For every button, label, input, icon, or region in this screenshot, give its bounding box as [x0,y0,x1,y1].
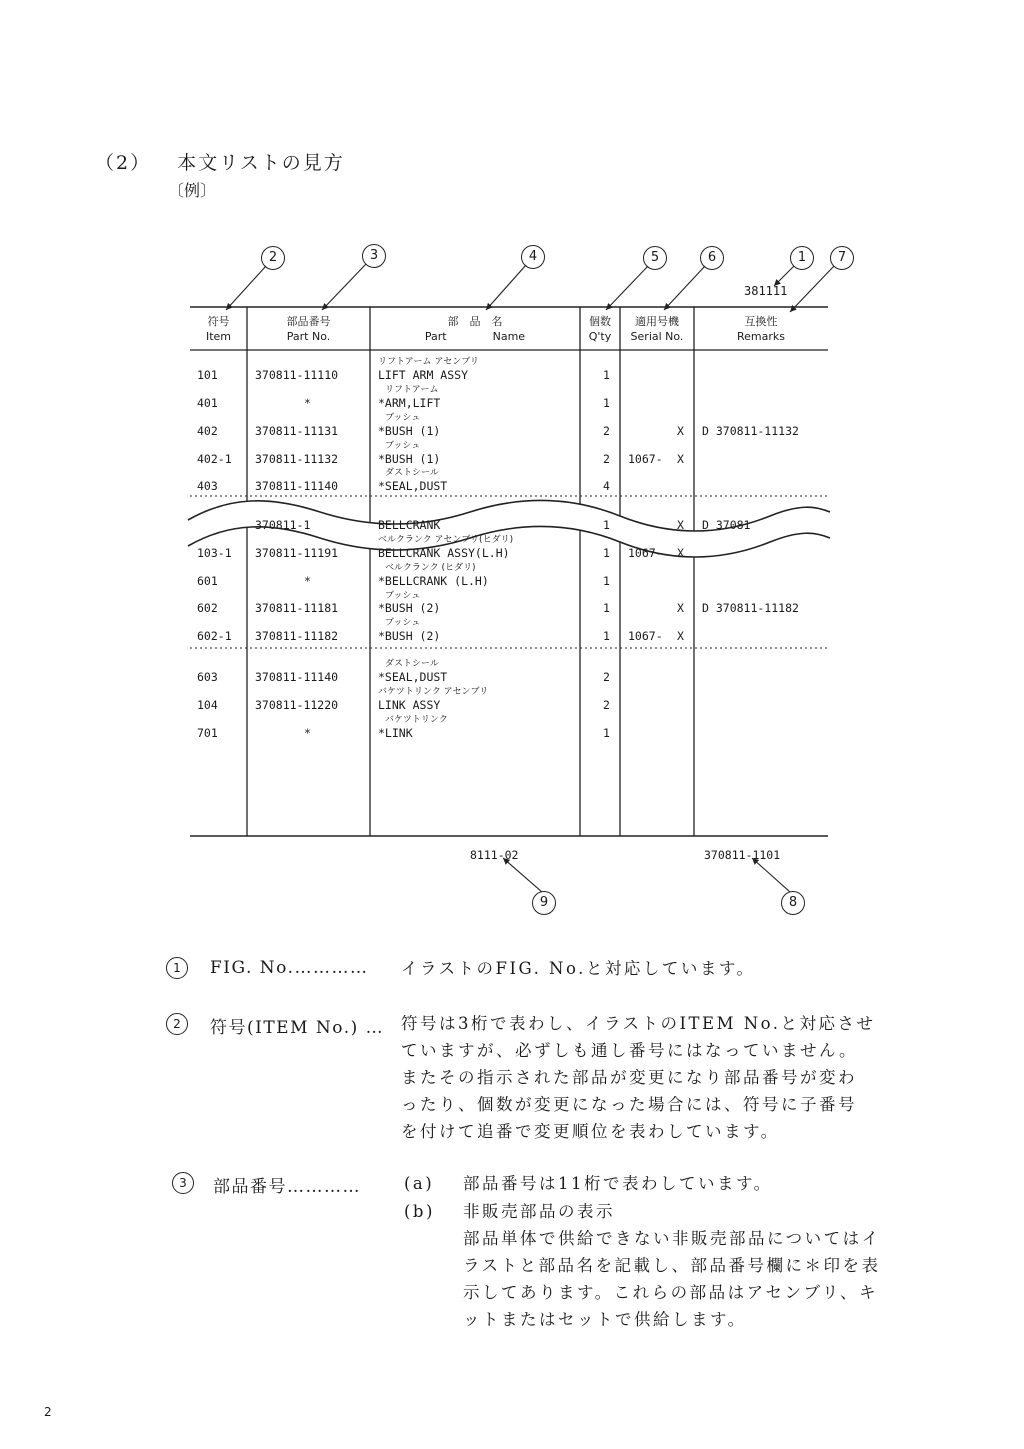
section-title-text: 本文リストの見方 [177,152,345,174]
row-part-name: *SEAL,DUST [378,479,448,493]
header-part-no [247,314,370,344]
row-part-no: * [304,574,311,588]
header-remarks-en: Remarks [737,330,785,343]
row-kana: ブッシュ [385,591,421,601]
row-item: 701 [197,726,218,740]
header-name-en: Name [492,330,526,343]
page-number: 2 [44,1405,52,1419]
header-part-no-en: Part No. [286,330,331,343]
header-part-en: Part [424,330,447,343]
row-qty: 1 [603,574,610,588]
row-part-no: 370811-11220 [255,698,339,712]
callout-8: 8 [781,891,805,915]
callout-7: 7 [830,246,854,270]
row-kana: ブッシュ [385,441,421,451]
explanation-line: 部品単体で供給できない非販売部品についてはイ [463,1229,881,1248]
row-part-name: *ARM,LIFT [378,396,441,410]
callout-3: 3 [362,244,386,268]
row-serial: 1067- [628,546,663,560]
row-part-name: LINK ASSY [378,698,441,712]
row-kana: バケツトリンク [385,715,448,725]
explanation-number: 3 [172,1172,194,1194]
example-label: 〔例〕 [168,181,217,200]
row-kana: ダストシール [385,659,439,669]
row-kana: リフトアーム アセンブリ [378,357,479,367]
row-item: 402 [197,424,218,438]
row-kana: ブッシュ [385,618,421,628]
sub-text-a [463,1170,773,1197]
row-part-name: BELLCRANK ASSY(L.H) [378,546,510,560]
row-part-name: LIFT ARM ASSY [378,368,469,382]
row-part-no: 370811-11140 [255,479,339,493]
header-part-name [370,314,580,344]
explanation-line: イラストのFIG. No.と対応しています。 [401,959,756,978]
explanation-line: ラストと部品名を記載し、部品番号欄に＊印を表 [463,1256,881,1275]
row-part-no: 370811-11131 [255,424,339,438]
row-kana: ベルクランク アセンブリ(ヒダリ) [378,535,514,545]
row-kana: リフトアーム [385,385,439,395]
break-serial-x: X [677,518,684,532]
row-qty: 1 [603,629,610,643]
explanation-line: ットまたはセットで供給します。 [463,1310,747,1329]
break-part-no: 370811-1 [255,518,311,532]
callout-6: 6 [700,246,724,270]
header-qty-en: Q'ty [588,330,612,343]
fig-number: 381111 [744,284,788,298]
row-part-no: 370811-11191 [255,546,339,560]
header-part-no-jp: 部品番号 [286,315,331,328]
row-item: 104 [197,698,218,712]
sub-text-b [463,1198,881,1333]
row-part-name: *BUSH (2) [378,629,441,643]
break-remarks: D 37081 [702,518,751,532]
row-serial-x: X [677,424,684,438]
row-serial: 1067- [628,452,663,466]
explanation-number: 2 [166,1013,188,1035]
header-remarks-jp: 互換性 [744,315,778,328]
row-qty: 1 [603,396,610,410]
row-serial: 1067- [628,629,663,643]
row-part-no: 370811-11110 [255,368,339,382]
row-qty: 1 [603,726,610,740]
footer-code-left: 8111-02 [470,848,519,862]
row-kana: ベルクランク (ヒダリ) [385,563,476,573]
explanation-line: またその指示された部品が変更になり部品番号が変わ [401,1068,857,1087]
section-number: （2） [95,152,152,174]
row-item: 101 [197,368,218,382]
explanation-line: 示してあります。これらの部品はアセンブリ、キ [463,1283,879,1302]
row-qty: 4 [603,479,610,493]
callout-4: 4 [521,245,545,269]
row-qty: 2 [603,698,610,712]
row-kana: ダストシール [385,468,439,478]
row-remarks: D 370811-11132 [702,424,799,438]
callout-9: 9 [532,891,556,915]
callout-1: 1 [790,246,814,270]
row-part-no: 370811-11140 [255,670,339,684]
row-item: 402-1 [197,452,232,466]
row-part-name: *LINK [378,726,413,740]
header-qty-jp: 個数 [589,315,611,328]
header-remarks [694,314,828,344]
header-serial-en: Serial No. [630,330,684,343]
explanation-number: 1 [166,957,188,979]
explanation-line: ったり、個数が変更になった場合には、符号に子番号 [401,1095,857,1114]
header-serial [620,314,694,344]
explanation-line: を付けて追番で変更順位を表わしています。 [401,1122,780,1141]
header-part-name-jp: 部 品 名 [447,315,503,328]
explanation-line: ていますが、必ずしも通し番号にはなっていません。 [401,1041,858,1060]
callout-2: 2 [261,246,285,270]
row-qty: 2 [603,452,610,466]
header-item [190,314,247,344]
header-serial-jp: 適用号機 [635,315,679,328]
row-serial-x: X [677,546,684,560]
footer-code-right: 370811-1101 [704,848,781,862]
row-part-name: *SEAL,DUST [378,670,448,684]
explanation-text [401,1010,876,1145]
row-part-no: 370811-11132 [255,452,339,466]
break-qty: 1 [603,518,610,532]
row-part-name: *BUSH (1) [378,424,441,438]
row-qty: 2 [603,424,610,438]
row-qty: 1 [603,601,610,615]
row-item: 103-1 [197,546,232,560]
row-part-name: *BUSH (2) [378,601,441,615]
break-part-name: BELLCRANK [378,518,441,532]
row-item: 602-1 [197,629,232,643]
row-item: 601 [197,574,218,588]
header-item-en: Item [205,330,232,343]
row-part-name: *BELLCRANK (L.H) [378,574,489,588]
callout-5: 5 [643,246,667,270]
row-part-no: * [304,396,311,410]
row-part-name: *BUSH (1) [378,452,441,466]
row-serial-x: X [677,452,684,466]
row-qty: 2 [603,670,610,684]
row-part-no: 370811-11182 [255,629,339,643]
header-item-jp: 符号 [207,315,230,328]
explanation-label: FIG. No.………… [210,958,369,978]
explanation-label: 部品番号………… [213,1177,361,1197]
row-serial-x: X [677,601,684,615]
row-item: 403 [197,479,218,493]
row-qty: 1 [603,368,610,382]
sub-mark-a: (a) [404,1174,435,1193]
row-part-no: * [304,726,311,740]
explanation-label: 符号(ITEM No.) … [210,1018,385,1038]
row-remarks: D 370811-11182 [702,601,799,615]
row-item: 602 [197,601,218,615]
row-serial-x: X [677,629,684,643]
explanation-line: 符号は3桁で表わし、イラストのITEM No.と対応させ [401,1014,876,1033]
header-qty [580,314,620,344]
explanation-text [401,955,756,982]
row-item: 603 [197,670,218,684]
row-item: 401 [197,396,218,410]
row-qty: 1 [603,546,610,560]
row-kana: バケツトリンク アセンブリ [378,687,489,697]
row-part-no: 370811-11181 [255,601,339,615]
sub-mark-b: (b) [404,1202,435,1221]
row-kana: ブッシュ [385,413,421,423]
explanation-line: 部品番号は11桁で表わしています。 [463,1174,773,1193]
explanation-line: 非販売部品の表示 [463,1202,615,1221]
